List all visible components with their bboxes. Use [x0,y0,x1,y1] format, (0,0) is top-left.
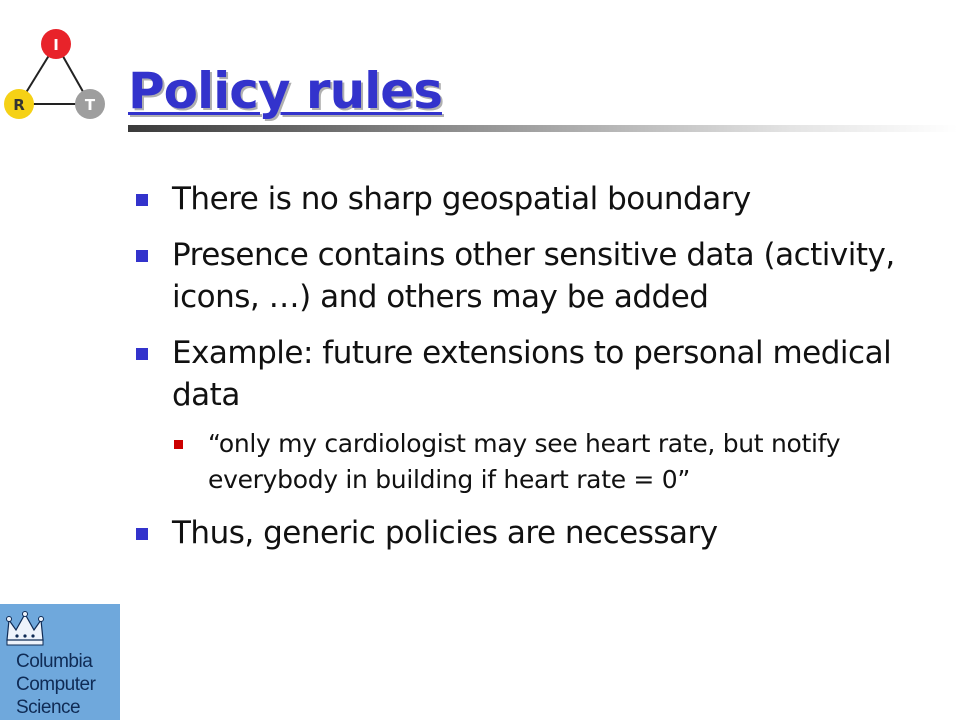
sub-bullet-text: “only my cardiologist may see heart rate, but notify everybody in building if heart rate = 0” [208,429,841,494]
title-underline-rule [128,125,958,132]
columbia-logo [0,604,120,720]
bullet-item [172,234,932,318]
sub-bullet-marker-icon [174,440,183,449]
columbia-logo-line: Computer [16,674,96,695]
columbia-logo-line: Science [16,697,81,718]
slide-title: Policy rules [128,62,442,120]
bullet-item [172,512,932,554]
svg-text:T: T [84,96,96,114]
irt-logo [0,24,112,124]
bullet-text: Presence contains other sensitive data (activity, icons, …) and others may be added [172,237,895,315]
bullet-marker-icon [136,528,148,540]
bullet-item [172,332,932,416]
svg-text:I: I [53,36,59,54]
bullet-marker-icon [136,194,148,206]
bullet-marker-icon [136,348,148,360]
columbia-logo-text [16,650,120,719]
bullet-text: Thus, generic policies are necessary [172,515,718,551]
bullet-text: Example: future extensions to personal medical data [172,335,892,413]
crown-icon [4,610,46,648]
irt-node-right [75,89,105,119]
sub-bullet-item [208,426,908,498]
irt-node-top [41,29,71,59]
irt-node-left [4,89,34,119]
bullet-item [172,178,932,220]
bullet-marker-icon [136,250,148,262]
bullet-text: There is no sharp geospatial boundary [172,181,751,217]
columbia-logo-line: Columbia [16,651,93,672]
svg-text:R: R [13,96,25,114]
